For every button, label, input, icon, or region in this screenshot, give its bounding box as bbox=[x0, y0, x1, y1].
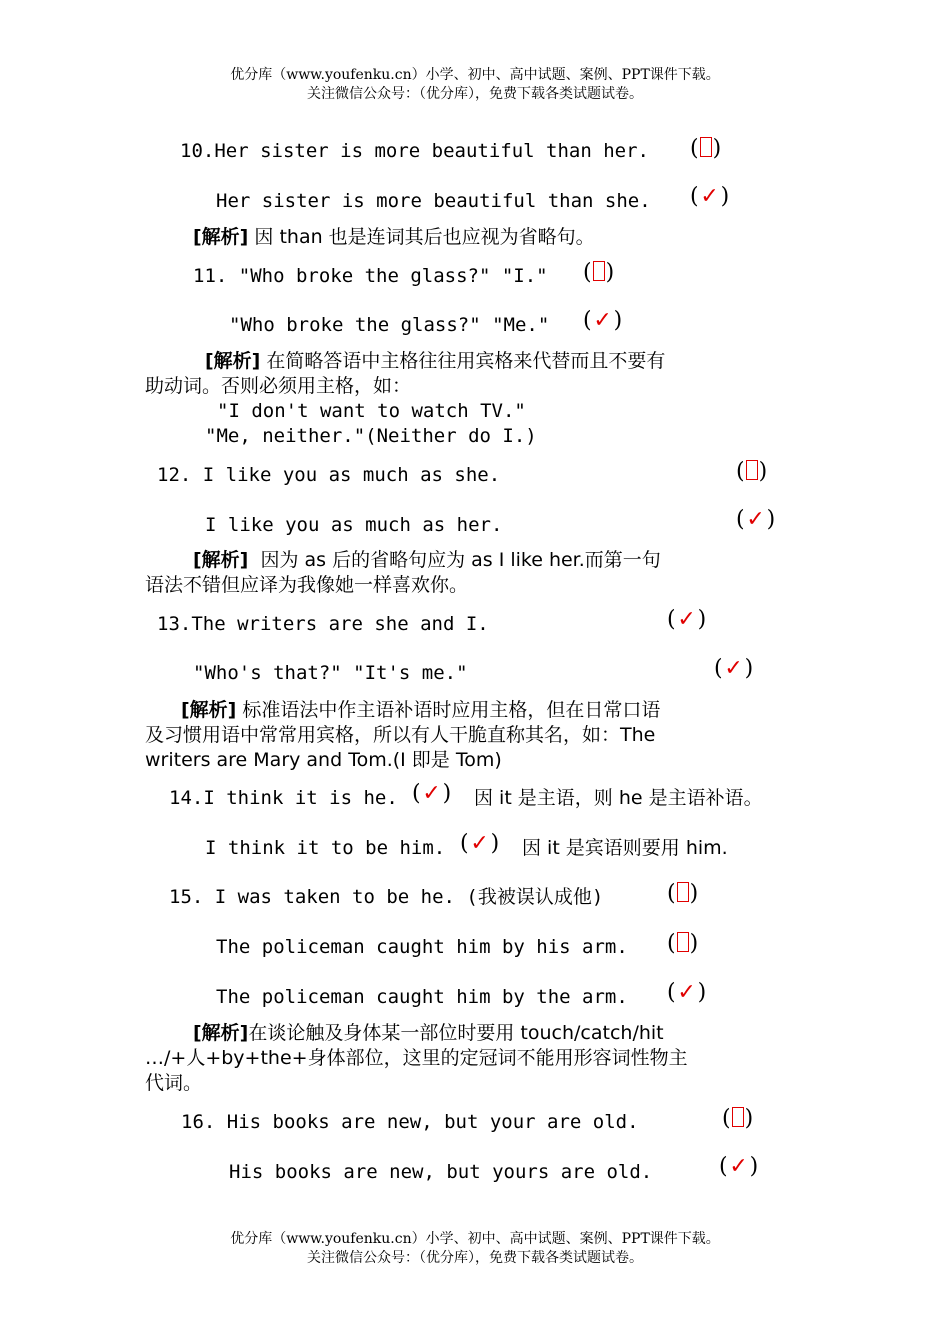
analysis-label: [解析] bbox=[193, 549, 249, 571]
q15-sentence-1: 15. I was taken to be he. (我被误认成他) bbox=[169, 886, 604, 908]
analysis-label: [解析] bbox=[205, 350, 261, 372]
q15-mark-1: ( ) bbox=[667, 881, 699, 906]
q14-sentence-2: I think it to be him. bbox=[205, 837, 446, 859]
q12-wrong-mark: ( ) bbox=[736, 459, 768, 484]
q15-analysis-line-2: …/+人+by+the+身体部位，这里的定冠词不能用形容词性物主 bbox=[145, 1047, 688, 1069]
q10-wrong-mark: ( ) bbox=[690, 136, 722, 161]
q15-mark-3: (✓) bbox=[667, 980, 707, 1005]
cross-icon bbox=[732, 1107, 744, 1127]
header-line-1: 优分库（www.youfenku.cn）小学、初中、高中试题、案例、PPT课件下载。 bbox=[230, 67, 720, 83]
q11-right-mark: (✓) bbox=[583, 308, 623, 333]
q11-wrong-mark: ( ) bbox=[583, 260, 615, 285]
cross-icon bbox=[700, 137, 712, 157]
q11-analysis-line-1: [解析] 在简略答语中主格往往用宾格来代替而且不要有 bbox=[205, 350, 666, 372]
analysis-label: [解析] bbox=[181, 699, 237, 721]
checkmark-icon: ✓ bbox=[700, 184, 719, 209]
footer-line-2: 关注微信公众号：（优分库），免费下载各类试题试卷。 bbox=[307, 1250, 643, 1266]
q16-wrong-sentence: 16. His books are new, but your are old. bbox=[181, 1111, 639, 1133]
q13-mark-1: (✓) bbox=[667, 607, 707, 632]
q11-example-2: "Me, neither."(Neither do I.) bbox=[205, 425, 537, 447]
q14-mark-1: (✓) bbox=[412, 781, 452, 806]
q14-note-2: 因 it 是宾语则要用 him. bbox=[522, 837, 728, 859]
q11-right-sentence: "Who broke the glass?" "Me." bbox=[229, 314, 550, 336]
q12-analysis-line-2: 语法不错但应译为我像她一样喜欢你。 bbox=[145, 574, 469, 596]
q11-wrong-sentence: 11. "Who broke the glass?" "I." bbox=[193, 265, 548, 287]
q16-right-sentence: His books are new, but yours are old. bbox=[229, 1161, 653, 1183]
q13-analysis-line-3: writers are Mary and Tom.(I 即是 Tom) bbox=[145, 749, 502, 771]
q16-wrong-mark: ( ) bbox=[722, 1106, 754, 1131]
q12-right-mark: (✓) bbox=[736, 507, 776, 532]
checkmark-icon: ✓ bbox=[422, 781, 441, 806]
checkmark-icon: ✓ bbox=[470, 831, 489, 856]
q13-sentence-2: "Who's that?" "It's me." bbox=[193, 662, 468, 684]
q15-sentence-2: The policeman caught him by his arm. bbox=[216, 936, 628, 958]
q14-mark-2: (✓) bbox=[460, 831, 500, 856]
q13-sentence-1: 13.The writers are she and I. bbox=[157, 613, 489, 635]
q10-right-mark: (✓) bbox=[690, 184, 730, 209]
q12-right-sentence: I like you as much as her. bbox=[205, 514, 503, 536]
q12-wrong-sentence: 12. I like you as much as she. bbox=[157, 464, 501, 486]
q16-right-mark: (✓) bbox=[719, 1154, 759, 1179]
q14-note-1: 因 it 是主语，则 he 是主语补语。 bbox=[474, 787, 763, 809]
checkmark-icon: ✓ bbox=[724, 656, 743, 681]
cross-icon bbox=[746, 460, 758, 480]
q12-analysis-line-1: [解析] 因为 as 后的省略句应为 as I like her.而第一句 bbox=[193, 549, 661, 571]
q15-analysis-line-3: 代词。 bbox=[145, 1072, 203, 1094]
checkmark-icon: ✓ bbox=[593, 308, 612, 333]
cross-icon bbox=[677, 932, 689, 952]
q11-example-1: "I don't want to watch TV." bbox=[217, 400, 526, 422]
analysis-label: [解析] bbox=[193, 1022, 249, 1044]
q15-mark-2: ( ) bbox=[667, 931, 699, 956]
q10-analysis: [解析] 因 than 也是连词其后也应视为省略句。 bbox=[193, 226, 595, 248]
checkmark-icon: ✓ bbox=[677, 607, 696, 632]
q15-sentence-3: The policeman caught him by the arm. bbox=[216, 986, 628, 1008]
q14-sentence-1: 14.I think it is he. bbox=[169, 787, 398, 809]
q15-analysis-line-1: [解析]在谈论触及身体某一部位时要用 touch/catch/hit bbox=[193, 1022, 664, 1044]
q10-wrong-sentence: 10.Her sister is more beautiful than her. bbox=[180, 140, 649, 162]
q13-analysis-line-1: [解析] 标准语法中作主语补语时应用主格，但在日常口语 bbox=[181, 699, 661, 721]
checkmark-icon: ✓ bbox=[677, 980, 696, 1005]
q11-analysis-line-2: 助动词。否则必须用主格，如： bbox=[145, 375, 412, 397]
cross-icon bbox=[593, 261, 605, 281]
analysis-label: [解析] bbox=[193, 226, 249, 248]
cross-icon bbox=[677, 882, 689, 902]
q10-right-sentence: Her sister is more beautiful than she. bbox=[216, 190, 651, 212]
footer-line-1: 优分库（www.youfenku.cn）小学、初中、高中试题、案例、PPT课件下载。 bbox=[230, 1231, 720, 1247]
q13-analysis-line-2: 及习惯用语中常常用宾格，所以有人干脆直称其名，如：The bbox=[145, 724, 656, 746]
q13-mark-2: (✓) bbox=[714, 656, 754, 681]
header-line-2: 关注微信公众号：（优分库），免费下载各类试题试卷。 bbox=[307, 86, 643, 102]
checkmark-icon: ✓ bbox=[729, 1154, 748, 1179]
checkmark-icon: ✓ bbox=[746, 507, 765, 532]
